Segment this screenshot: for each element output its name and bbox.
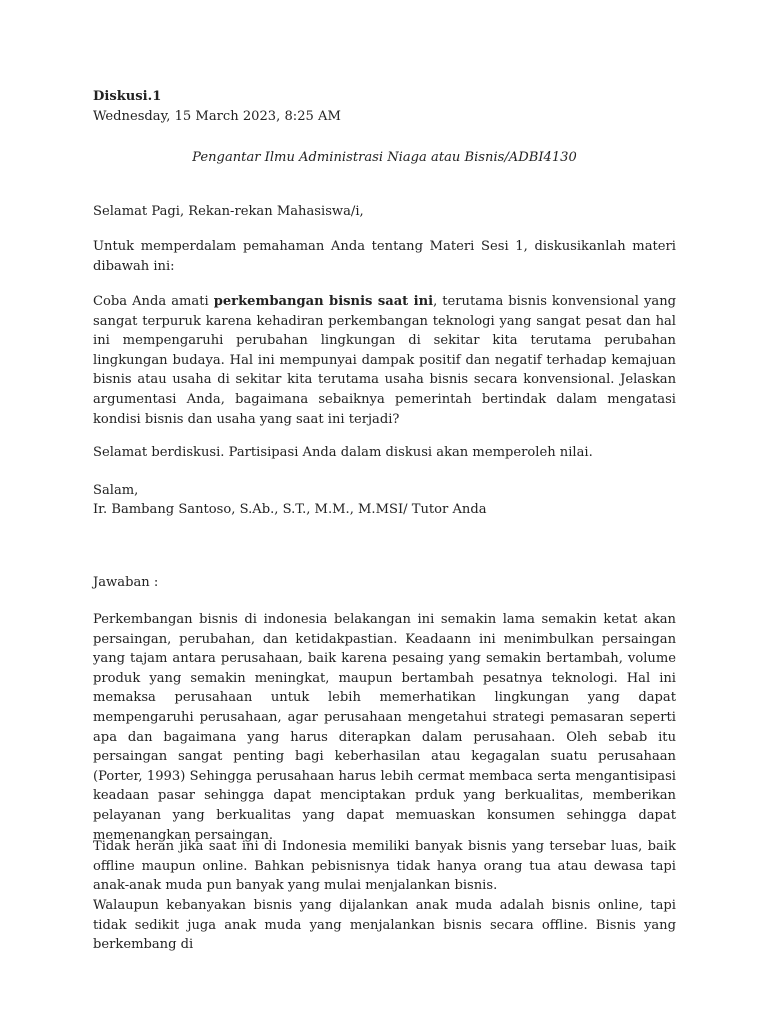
answer-paragraph-3: Walaupun kebanyakan bisnis yang dijalankan anak muda adalah bisnis online, tapi tidak sedikit juga anak muda yang menjalankan bisnis secara offline. Bisnis yang berkembang di (93, 898, 676, 953)
salam-text: Salam, (93, 483, 139, 498)
closing-text: Selamat berdiskusi. Partisipasi Anda dalam diskusi akan memperoleh nilai. (93, 445, 593, 460)
prompt-emphasis: perkembangan bisnis saat ini (213, 294, 434, 309)
prompt-rest: , terutama bisnis konvensional yang sangat terpuruk karena kehadiran perkembangan teknologi yang sangat pesat dan hal ini mempengaruhi perubahan lingkungan di sekitar kita terutama perubahan lingkungan budaya. Hal ini mempunyai dampak positif dan negatif terhadap kemajuan bisnis atau usaha di sekitar kita terutama usaha bisnis secara konvensional. Jelaskan argumentasi Anda, bagaimana sebaiknya pemerintah bertindak dalam mengatasi kondisi bisnis dan usaha yang saat ini terjadi? (93, 294, 677, 427)
prompt-lead: Coba Anda amati (93, 294, 214, 309)
answer-paragraph-2: Tidak heran jika saat ini di Indonesia memiliki banyak bisnis yang tersebar luas, baik offline maupun online. Bahkan pebisnisnya tidak hanya orang tua atau dewasa tapi anak-anak muda pun banyak yang mulai menjalankan bisnis. (93, 839, 676, 894)
answer-label: Jawaban : (93, 575, 159, 590)
greeting-text: Selamat Pagi, Rekan-rekan Mahasiswa/i, (93, 204, 364, 219)
tutor-signature: Ir. Bambang Santoso, S.Ab., S.T., M.M., M.MSI/ Tutor Anda (93, 502, 487, 517)
course-title: Pengantar Ilmu Administrasi Niaga atau Bisnis/ADBI4130 (192, 150, 577, 165)
answer-paragraph-1: Perkembangan bisnis di indonesia belakangan ini semakin lama semakin ketat akan persaingan, perubahan, dan ketidakpastian. Keadaann ini menimbulkan persaingan yang tajam antara perusahaan, baik karena pesaing yang semakin bertambah, volume produk yang semakin meningkat, maupun bertambah pesatnya teknologi. Hal ini memaksa perusahaan untuk lebih memerhatikan lingkungan yang dapat mempengaruhi perusahaan, agar perusahaan mengetahui strategi pemasaran seperti apa dan bagaimana yang harus diterapkan dalam perusahaan. Oleh sebab itu persaingan sangat penting bagi keberhasilan atau kegagalan suatu perusahaan (Porter, 1993) Sehingga perusahaan harus lebih cermat membaca serta mengantisipasi keadaan pasar sehingga dapat menciptakan prduk yang berkualitas, memberikan pelayanan yang berkualitas yang dapat memuaskan konsumen sehingga dapat memenangkan persaingan. (93, 612, 676, 843)
post-datetime: Wednesday, 15 March 2023, 8:25 AM (93, 109, 341, 124)
prompt-paragraph (93, 292, 676, 429)
intro-paragraph: Untuk memperdalam pemahaman Anda tentang Materi Sesi 1, diskusikanlah materi dibawah ini: (93, 239, 676, 274)
discussion-title: Diskusi.1 (93, 89, 162, 104)
